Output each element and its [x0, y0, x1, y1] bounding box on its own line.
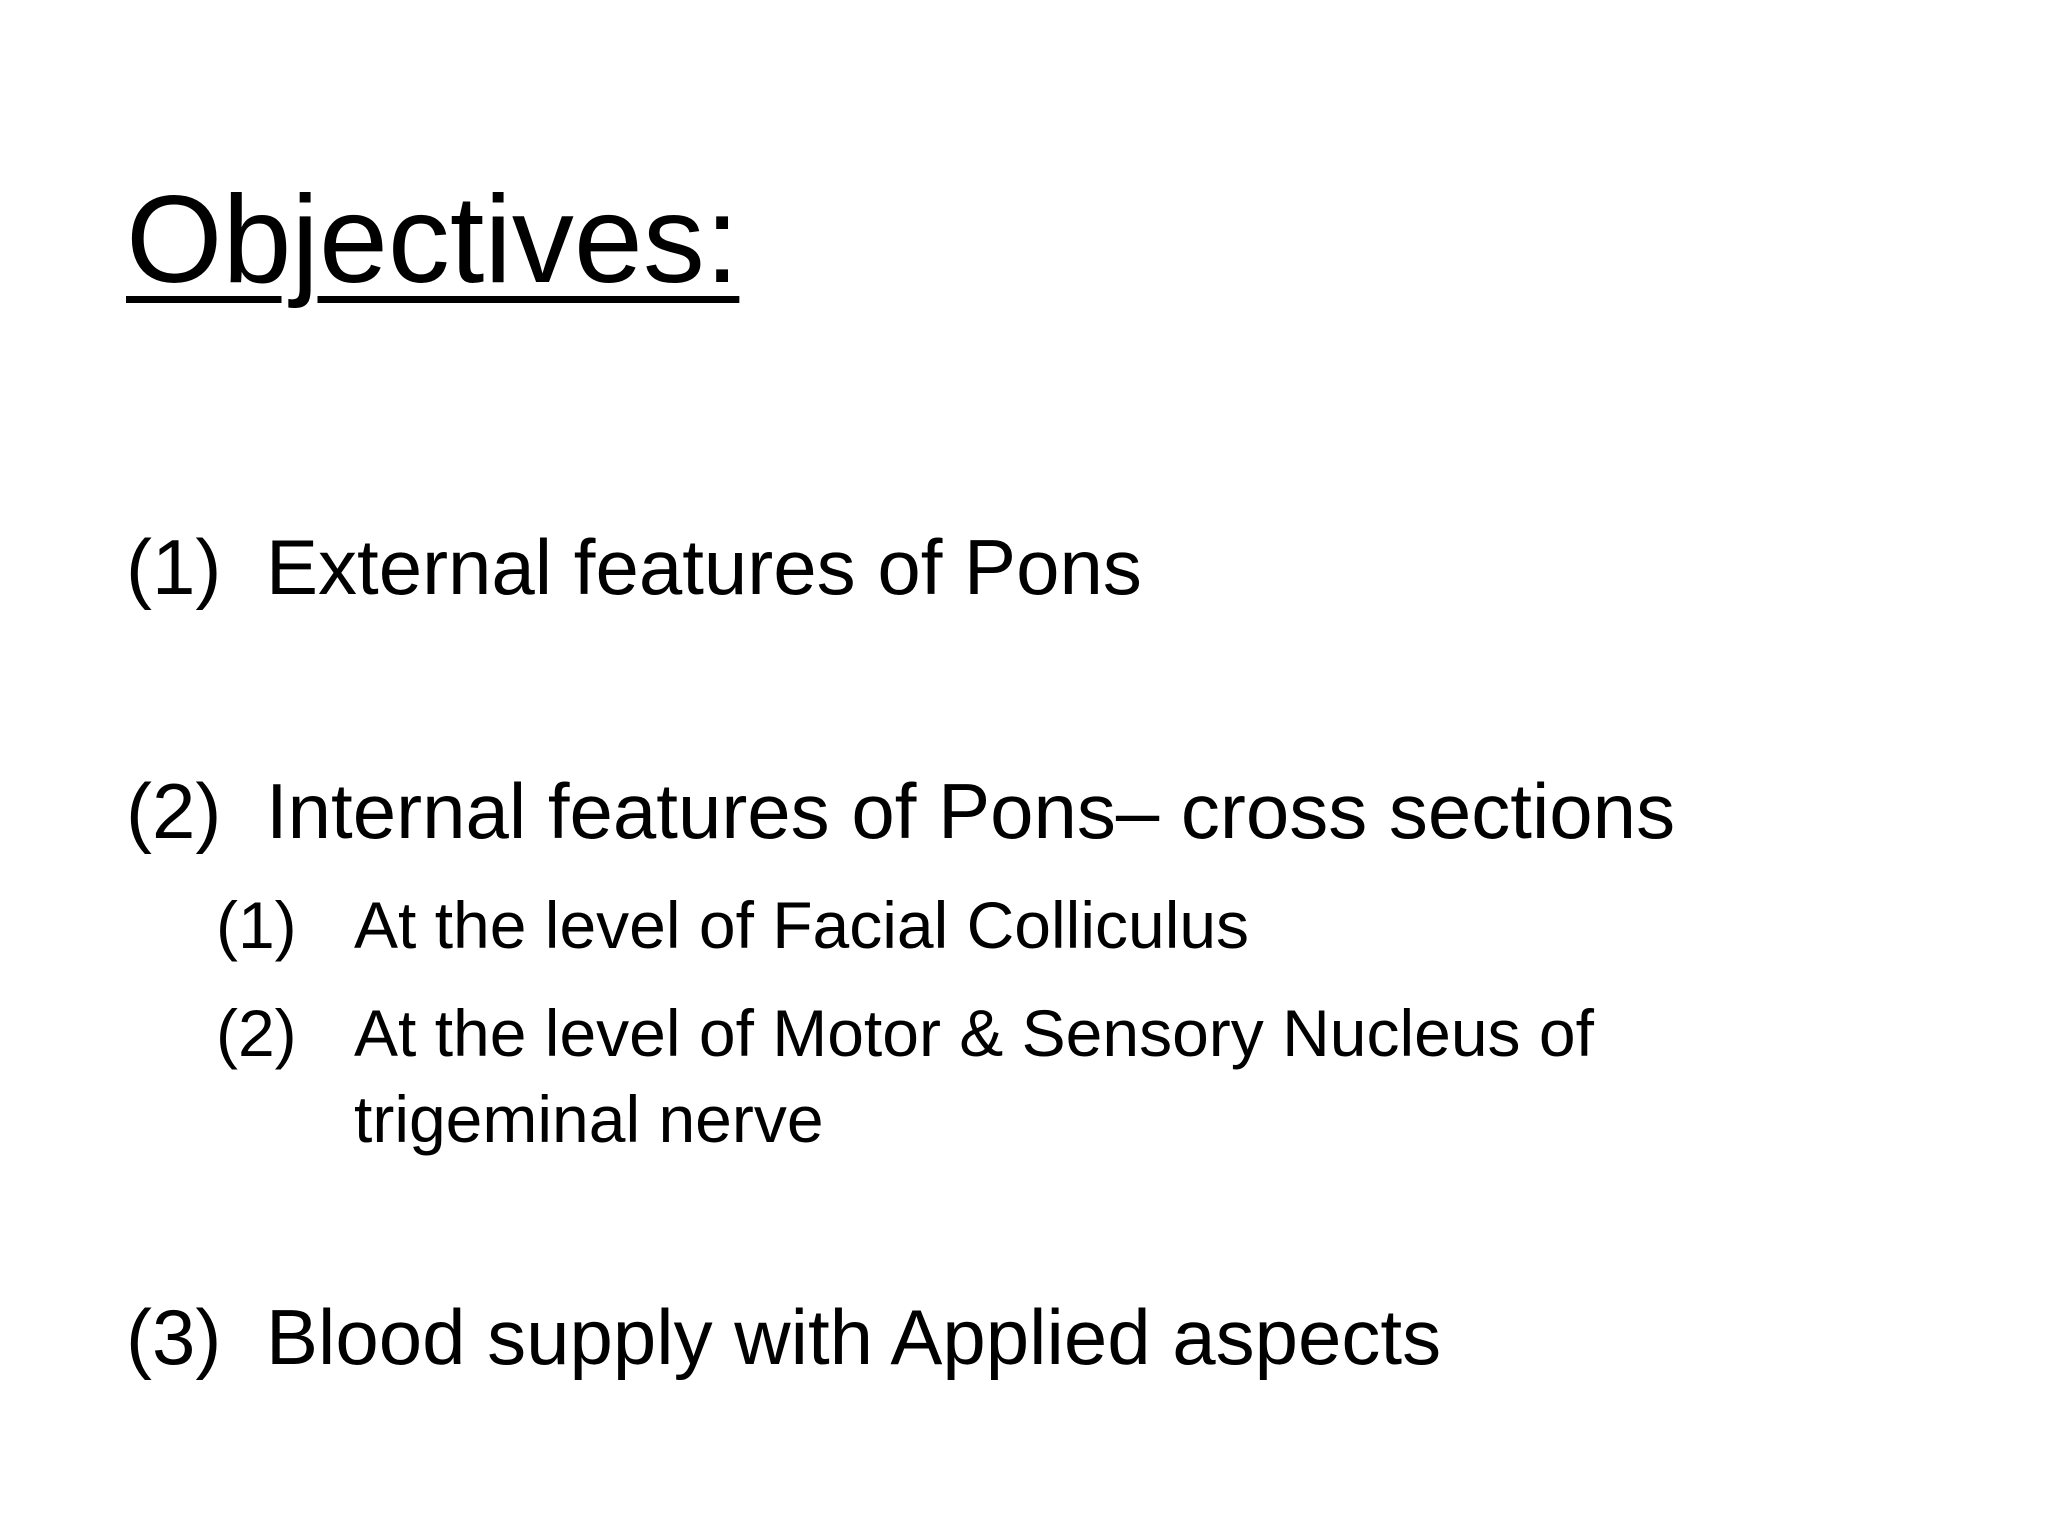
- sub-objective-text: At the level of Motor & Sensory Nucleus of trigeminal nerve: [354, 996, 1594, 1156]
- sub-objective-number: (2): [216, 996, 297, 1070]
- objective-number: (2): [126, 767, 222, 855]
- sub-objective-item-1: [216, 882, 1249, 968]
- objective-number: (3): [126, 1293, 222, 1381]
- objective-text: External features of Pons: [266, 523, 1142, 611]
- sub-objective-item-2: [216, 990, 1594, 1162]
- sub-objective-text: At the level of Facial Colliculus: [354, 888, 1250, 962]
- objective-item-1: [126, 520, 1142, 614]
- objective-number: (1): [126, 523, 222, 611]
- objective-text: Internal features of Pons– cross sections: [266, 767, 1676, 855]
- objective-item-2: [126, 764, 1675, 858]
- objective-text: Blood supply with Applied aspects: [266, 1293, 1442, 1381]
- sub-objective-number: (1): [216, 888, 297, 962]
- slide-title: Objectives:: [126, 171, 740, 309]
- objective-item-3: [126, 1290, 1441, 1384]
